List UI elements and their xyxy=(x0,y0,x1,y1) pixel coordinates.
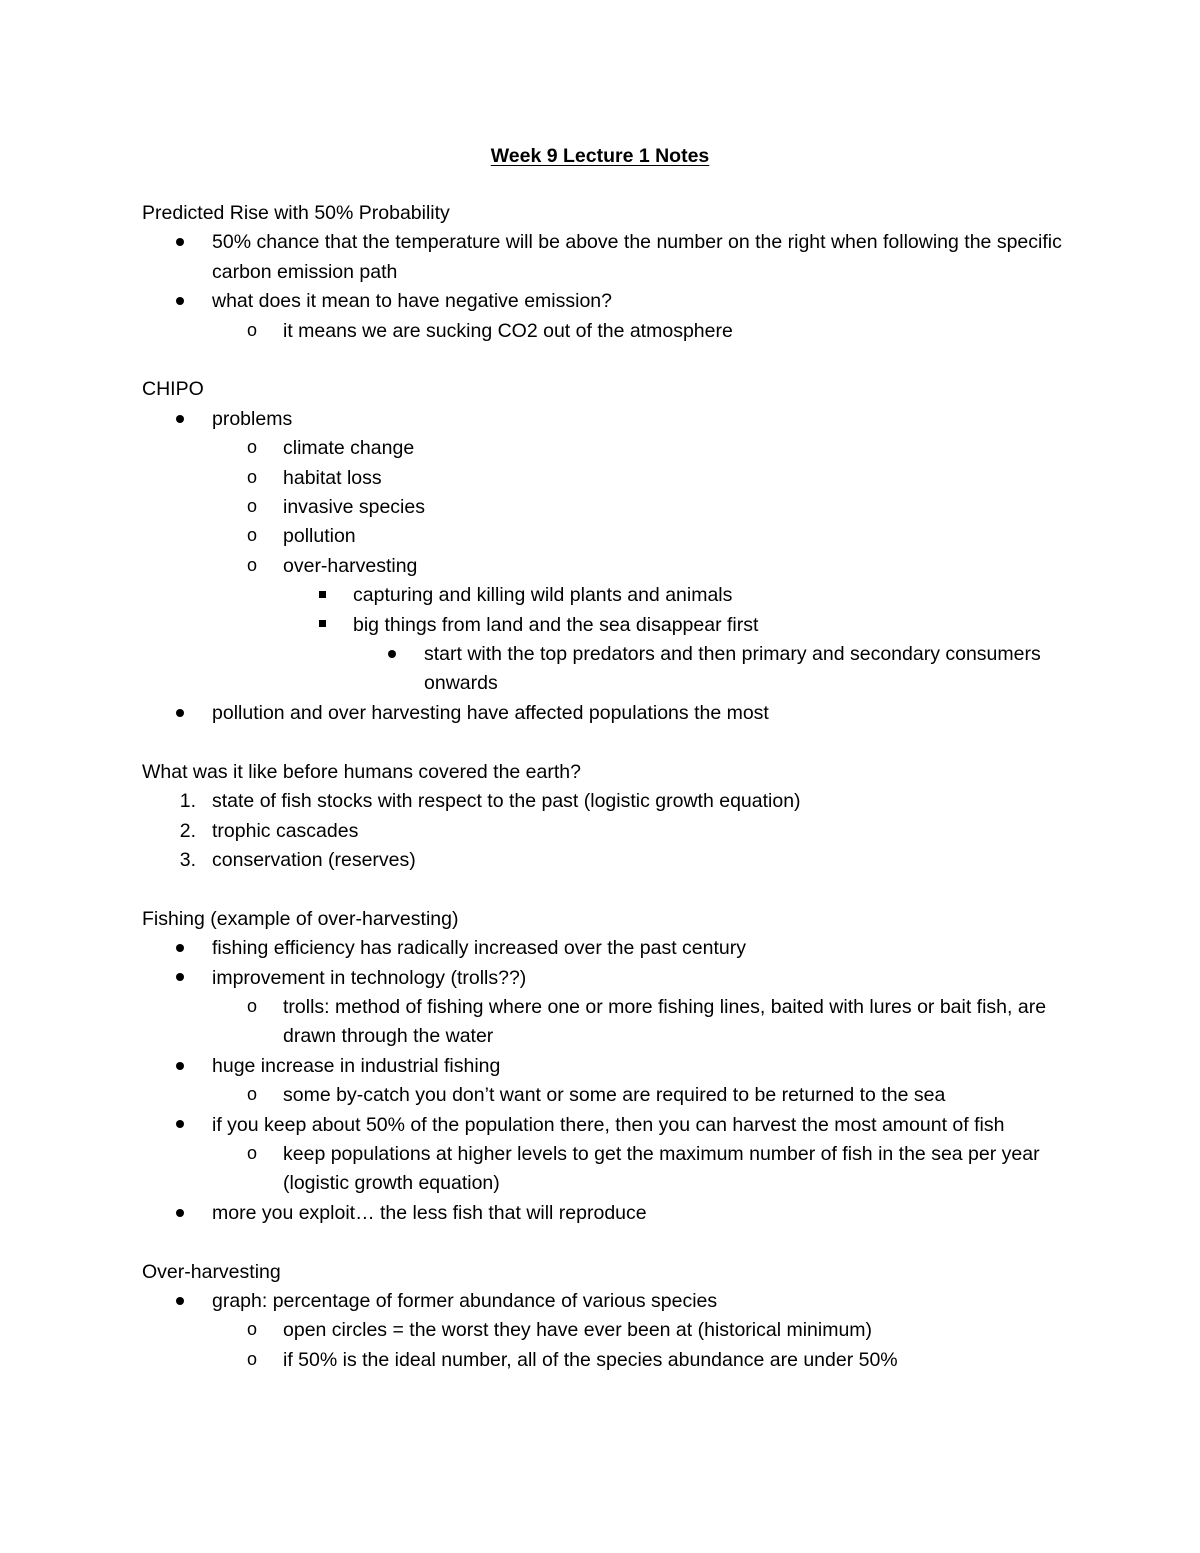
list-item xyxy=(142,640,1072,699)
list-item xyxy=(142,405,1072,434)
notes-body xyxy=(142,199,1072,1375)
list-item-text: if 50% is the ideal number, all of the species abundance are under 50% xyxy=(283,1348,898,1371)
bullet-icon xyxy=(170,287,190,316)
list-number: 2. xyxy=(179,819,196,842)
list-item xyxy=(142,1111,1072,1140)
list-item-text: keep populations at higher levels to get the maximum number of fish in the sea per year (logistic growth equation) xyxy=(283,1142,1040,1195)
list-item-text: improvement in technology (trolls??) xyxy=(212,966,527,989)
circle-bullet-icon: o xyxy=(246,1084,257,1105)
circle-bullet-icon: o xyxy=(246,525,257,546)
list-item xyxy=(142,1316,1072,1345)
list-item xyxy=(142,228,1072,287)
circle-bullet-icon: o xyxy=(246,1348,257,1369)
list-item-text: if you keep about 50% of the population there, then you can harvest the most amount of fish xyxy=(212,1113,1005,1136)
circle-bullet-icon: o xyxy=(246,496,257,517)
list-item-text: what does it mean to have negative emission? xyxy=(212,290,612,313)
list-item-text: over-harvesting xyxy=(283,554,418,577)
list-item xyxy=(142,1140,1072,1199)
page-title: Week 9 Lecture 1 Notes xyxy=(490,145,710,167)
bullet-icon xyxy=(170,1199,190,1228)
list-item-text: habitat loss xyxy=(283,466,382,489)
list-item-text: more you exploit… the less fish that will reproduce xyxy=(212,1201,647,1224)
list-item xyxy=(142,611,1072,640)
circle-bullet-icon: o xyxy=(246,437,257,458)
bullet-icon xyxy=(170,699,190,728)
bullet-icon xyxy=(170,405,190,434)
list-item xyxy=(142,317,1072,346)
list-item-text: it means we are sucking CO2 out of the atmosphere xyxy=(283,319,733,342)
numbered-item xyxy=(142,846,1072,875)
list-item xyxy=(142,993,1072,1052)
list-item-text: fishing efficiency has radically increased over the past century xyxy=(212,937,747,960)
list-item xyxy=(142,522,1072,551)
list-item xyxy=(142,964,1072,993)
bullet-icon xyxy=(170,964,190,993)
list-number: 3. xyxy=(179,848,196,871)
section-heading-fishing: Fishing (example of over-harvesting) xyxy=(142,907,459,930)
list-item xyxy=(142,699,1072,728)
list-item xyxy=(142,552,1072,581)
section-heading-chipo: CHIPO xyxy=(142,378,204,401)
list-item-text: graph: percentage of former abundance of various species xyxy=(212,1289,718,1312)
list-item xyxy=(142,1199,1072,1228)
bullet-icon xyxy=(170,228,190,257)
square-bullet-icon xyxy=(312,581,332,610)
list-item-text: big things from land and the sea disappear first xyxy=(353,613,759,636)
list-item xyxy=(142,934,1072,963)
list-item-text: pollution and over harvesting have affected populations the most xyxy=(212,701,769,724)
list-item xyxy=(142,581,1072,610)
list-number: 1. xyxy=(179,790,196,813)
list-item-text: pollution xyxy=(283,525,356,548)
list-item-text: invasive species xyxy=(283,496,425,519)
list-item-text: trolls: method of fishing where one or more fishing lines, baited with lures or bait fish, are drawn through the water xyxy=(283,995,1047,1048)
circle-bullet-icon: o xyxy=(246,554,257,575)
list-item xyxy=(142,1052,1072,1081)
circle-bullet-icon: o xyxy=(246,319,257,340)
circle-bullet-icon: o xyxy=(246,1142,257,1163)
list-item-text: start with the top predators and then primary and secondary consumers onwards xyxy=(424,643,1041,695)
bullet-icon xyxy=(170,1287,190,1316)
list-item xyxy=(142,287,1072,316)
list-item-text: open circles = the worst they have ever been at (historical minimum) xyxy=(283,1319,873,1342)
list-item xyxy=(142,434,1072,463)
list-item-text: state of fish stocks with respect to the past (logistic growth equation) xyxy=(212,790,801,813)
list-item-text: climate change xyxy=(283,437,415,460)
list-item-text: huge increase in industrial fishing xyxy=(212,1054,501,1077)
list-item xyxy=(142,493,1072,522)
list-item-text: problems xyxy=(212,407,293,430)
circle-bullet-icon: o xyxy=(246,1319,257,1340)
bullet-icon xyxy=(170,934,190,963)
square-bullet-icon xyxy=(312,611,332,640)
section-heading-before: What was it like before humans covered the earth? xyxy=(142,760,581,783)
bullet-icon xyxy=(170,1111,190,1140)
numbered-item xyxy=(142,817,1072,846)
list-item-text: 50% chance that the temperature will be above the number on the right when following the specific carbon emission path xyxy=(212,231,1062,283)
list-item-text: capturing and killing wild plants and animals xyxy=(353,584,733,607)
numbered-item xyxy=(142,787,1072,816)
section-heading-overharvesting: Over-harvesting xyxy=(142,1260,281,1283)
section-heading-predicted: Predicted Rise with 50% Probability xyxy=(142,202,450,224)
list-item xyxy=(142,464,1072,493)
circle-bullet-icon: o xyxy=(246,466,257,487)
list-item xyxy=(142,1081,1072,1110)
list-item-text: conservation (reserves) xyxy=(212,848,416,871)
list-item-text: some by-catch you don’t want or some are required to be returned to the sea xyxy=(283,1084,946,1107)
circle-bullet-icon: o xyxy=(246,995,257,1016)
bullet-icon xyxy=(382,640,402,669)
bullet-icon xyxy=(170,1052,190,1081)
list-item-text: trophic cascades xyxy=(212,819,359,842)
list-item xyxy=(142,1287,1072,1316)
list-item xyxy=(142,1346,1072,1375)
